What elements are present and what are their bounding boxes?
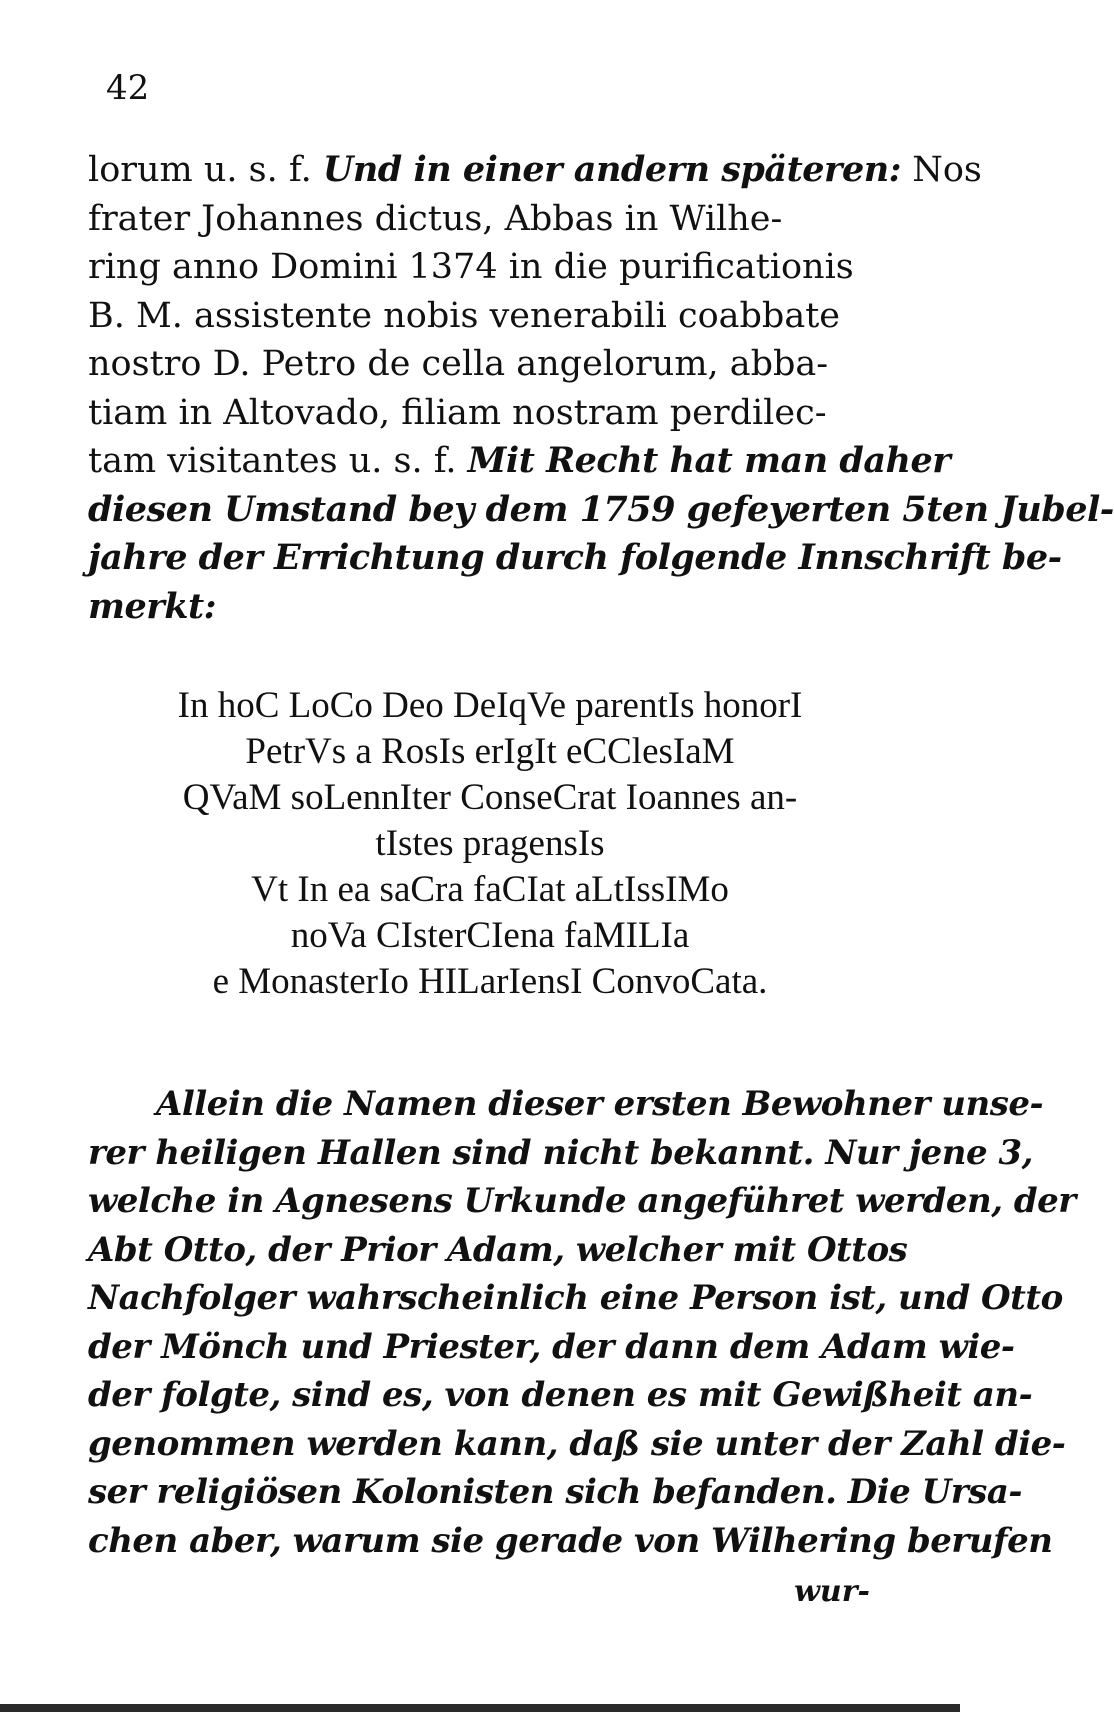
latin-text: Nos (901, 150, 982, 190)
text-line: der folgte, sind es, von denen es mit Gewißheit an- (88, 1375, 1033, 1415)
inscription-line: e MonasterIo HILarIensI ConvoCata. (212, 961, 768, 1002)
catchword: wur- (794, 1574, 870, 1609)
paragraph-latin-quote (88, 146, 1114, 631)
text-line: ser religiösen Kolonisten sich befanden. Die Ursa- (88, 1472, 1022, 1512)
text-line: nostro D. Petro de cella angelorum, abba- (88, 344, 829, 384)
text-line (88, 146, 982, 195)
inscription-line: noVa CIsterCIena faMILIa (290, 915, 690, 956)
inscription-line: PetrVs a RosIs erIgIt eCClesIaM (245, 731, 735, 772)
text-line: Abt Otto, der Prior Adam, welcher mit Ottos (88, 1229, 908, 1270)
text-line: Allein die Namen dieser ersten Bewohner unse- (156, 1084, 1044, 1124)
text-line: jahre der Errichtung durch folgende Innschrift be- (88, 537, 1062, 578)
inscription-line: tIstes pragensIs (375, 823, 605, 864)
text-line: Nachfolger wahrscheinlich eine Person ist, und Otto (88, 1278, 1063, 1318)
text-line (88, 437, 951, 486)
inscription-line: Vt In ea saCra faCIat aLtIssIMo (251, 869, 729, 910)
text-line: merkt: (88, 585, 217, 627)
scan-border (0, 1704, 960, 1712)
inscription-line: QVaM soLennIter ConseCrat Ioannes an- (182, 777, 798, 818)
inscription-line: In hoC LoCo Deo DeIqVe parentIs honorI (177, 685, 803, 726)
paragraph-german (88, 1080, 1076, 1565)
text-line: rer heiligen Hallen sind nicht bekannt. Nur jene 3, (88, 1132, 1033, 1173)
latin-text: tam visitantes u. s. f. (88, 441, 468, 481)
page-number: 42 (106, 68, 150, 108)
text-line: chen aber, warum sie gerade von Wilhering berufen (88, 1520, 1053, 1561)
latin-text: lorum u. s. f. (88, 150, 323, 190)
text-line: B. M. assistente nobis venerabili coabbate (88, 295, 840, 336)
chronogram-inscription (60, 683, 920, 1005)
fraktur-text: Und in einer andern späteren: (322, 149, 902, 190)
text-line: genommen werden kann, daß sie unter der Zahl die- (88, 1423, 1066, 1464)
text-line: tiam in Altovado, filiam nostram perdilec- (88, 392, 827, 433)
text-line: ring anno Domini 1374 in die purificationis (88, 247, 854, 287)
text-line: frater Johannes dictus, Abbas in Wilhe- (88, 198, 783, 239)
text-line: welche in Agnesens Urkunde angeführet werden, der (88, 1181, 1076, 1221)
text-line: der Mönch und Priester, der dann dem Adam wie- (88, 1326, 1015, 1367)
fraktur-text: Mit Recht hat man daher (467, 440, 951, 481)
text-line: diesen Umstand bey dem 1759 gefeyerten 5ten Jubel- (88, 488, 1114, 530)
